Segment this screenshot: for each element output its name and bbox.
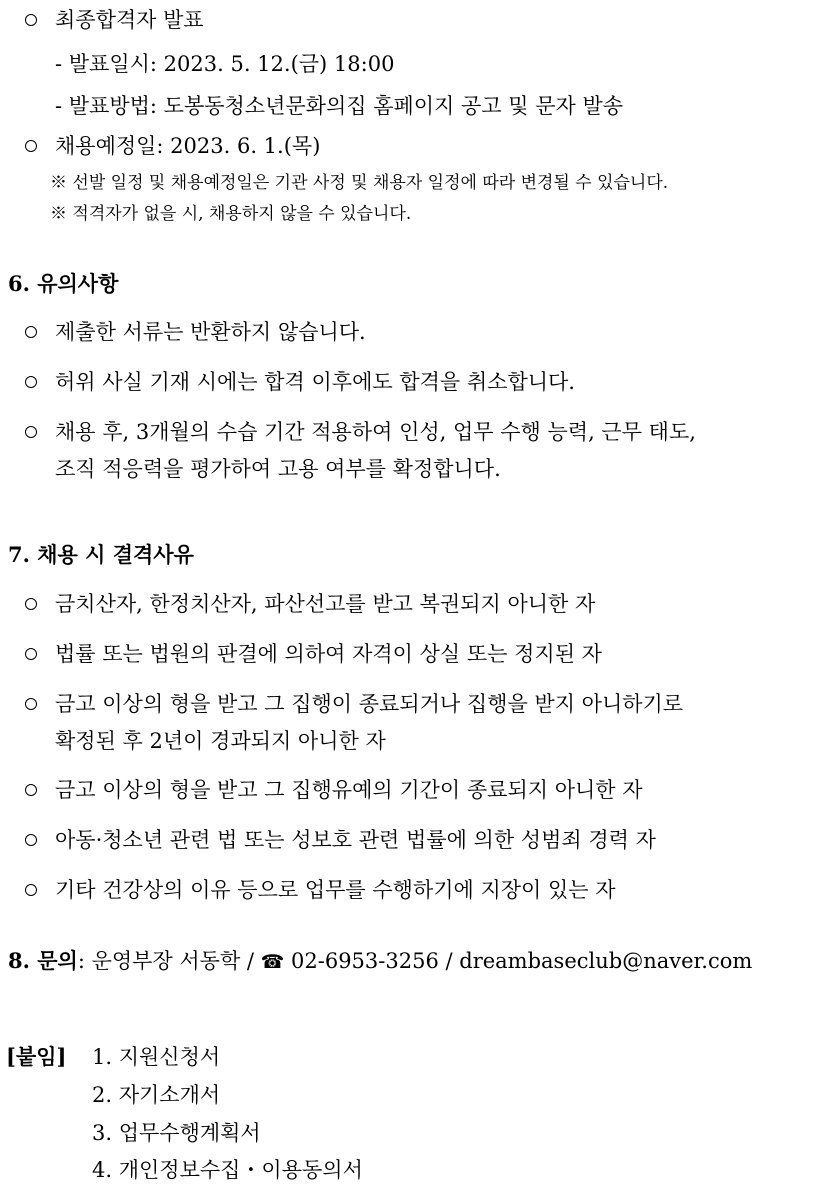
bullet-icon bbox=[25, 598, 37, 610]
attachment-item: 4. 개인정보수집・이용동의서 bbox=[92, 1158, 363, 1182]
attachment-item: 2. 자기소개서 bbox=[92, 1083, 221, 1107]
bullet-icon bbox=[25, 140, 37, 152]
section7-title: 7. 채용 시 결격사유 bbox=[8, 542, 194, 567]
section6-item-cont: 조직 적응력을 평가하여 고용 여부를 확정합니다. bbox=[55, 457, 501, 481]
section6-item: 채용 후, 3개월의 수습 기간 적용하여 인성, 업무 수행 능력, 근무 태도, bbox=[55, 420, 696, 444]
bullet-icon bbox=[25, 426, 37, 438]
section6-item: 허위 사실 기재 시에는 합격 이후에도 합격을 취소합니다. bbox=[55, 370, 575, 394]
section7-item: 금고 이상의 형을 받고 그 집행이 종료되거나 집행을 받지 아니하기로 bbox=[55, 692, 684, 716]
bullet-icon bbox=[25, 884, 37, 896]
announce-date: - 발표일시: 2023. 5. 12.(금) 18:00 bbox=[55, 52, 395, 76]
section7-item: 법률 또는 법원의 판결에 의하여 자격이 상실 또는 정지된 자 bbox=[55, 642, 602, 666]
section7-item: 금치산자, 한정치산자, 파산선고를 받고 복권되지 아니한 자 bbox=[55, 592, 596, 616]
bullet-icon bbox=[25, 326, 37, 338]
phone-icon: ☎ bbox=[260, 951, 285, 973]
section6-title: 6. 유의사항 bbox=[8, 271, 119, 296]
attachments-label: [붙임] bbox=[6, 1044, 67, 1069]
section7-item: 아동·청소년 관련 법 또는 성보호 관련 법률에 의한 성범죄 경력 자 bbox=[55, 828, 656, 852]
bullet-icon bbox=[25, 648, 37, 660]
contact-phone-email: 02-6953-3256 / dreambaseclub@naver.com bbox=[284, 949, 753, 973]
final-announcement: 최종합격자 발표 bbox=[55, 8, 204, 32]
bullet-icon bbox=[25, 784, 37, 796]
note-schedule: ※ 선발 일정 및 채용예정일은 기관 사정 및 채용자 일정에 따라 변경될 수 있습니다. bbox=[50, 173, 669, 193]
section8-title: 8. 문의 bbox=[8, 948, 78, 973]
attachment-item: 3. 업무수행계획서 bbox=[92, 1121, 261, 1145]
section7-item: 기타 건강상의 이유 등으로 업무를 수행하기에 지장이 있는 자 bbox=[55, 878, 616, 902]
section7-item-cont: 확정된 후 2년이 경과되지 아니한 자 bbox=[55, 729, 386, 753]
bullet-icon bbox=[25, 14, 37, 26]
section6-item: 제출한 서류는 반환하지 않습니다. bbox=[55, 320, 366, 344]
bullet-icon bbox=[25, 376, 37, 388]
announce-method: - 발표방법: 도봉동청소년문화의집 홈페이지 공고 및 문자 발송 bbox=[55, 94, 624, 118]
bullet-icon bbox=[25, 698, 37, 710]
hire-date: 채용예정일: 2023. 6. 1.(목) bbox=[55, 134, 321, 158]
section8-contact bbox=[8, 947, 752, 976]
attachment-item: 1. 지원신청서 bbox=[92, 1045, 221, 1069]
contact-person: : 운영부장 서동학 / bbox=[77, 949, 261, 973]
note-no-candidate: ※ 적격자가 없을 시, 채용하지 않을 수 있습니다. bbox=[50, 204, 412, 224]
section7-item: 금고 이상의 형을 받고 그 집행유예의 기간이 종료되지 아니한 자 bbox=[55, 778, 643, 802]
bullet-icon bbox=[25, 834, 37, 846]
